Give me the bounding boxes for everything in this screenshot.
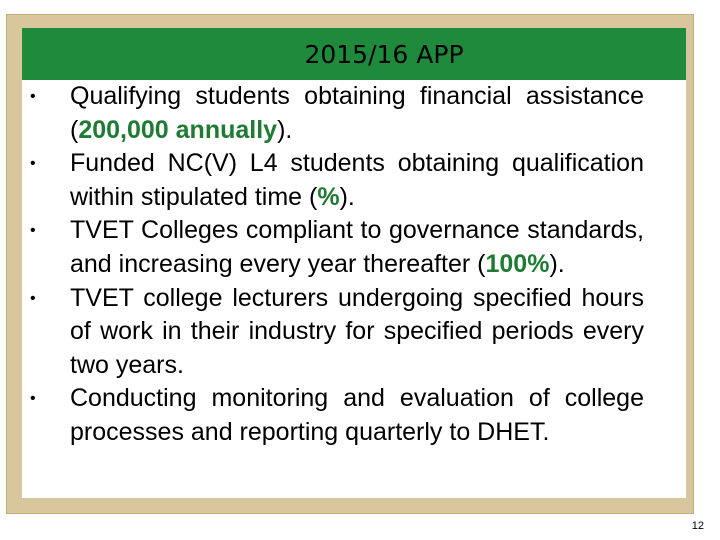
bullet-text-end: ). [339, 182, 355, 211]
page-number: 12 [691, 520, 704, 532]
slide-title: 2015/16 APP [304, 39, 464, 69]
bullet-item-monitoring [24, 382, 644, 449]
bullet-highlight: 100% [485, 249, 550, 278]
bullet-marker: • [30, 155, 36, 173]
bullet-text: Conducting monitoring and evaluation of college processes and reporting quarterly to DHET. [70, 384, 644, 446]
bullet-text: Qualifying students obtaining financial assistance ( [70, 82, 644, 144]
bullet-highlight: % [317, 182, 340, 211]
bullet-marker: • [30, 88, 36, 105]
bullet-item-governance [24, 214, 644, 281]
bullet-list [24, 80, 644, 450]
bullet-item-ncv-qualification [24, 147, 644, 214]
bullet-text-end: ). [549, 249, 565, 278]
bullet-text: Funded NC(V) L4 students obtaining qualification within stipulated time ( [70, 149, 644, 211]
bullet-marker: • [30, 222, 36, 240]
bullet-text: TVET Colleges compliant to governance standards, and increasing every year thereafter ( [70, 216, 644, 278]
bullet-item-lecturers [24, 282, 644, 383]
bullet-text: TVET college lecturers undergoing specified hours of work in their industry for specified periods every two years. [70, 283, 644, 379]
bullet-text-end: ). [277, 115, 293, 144]
title-bar [22, 28, 686, 80]
bullet-highlight: 200,000 annually [78, 115, 278, 144]
bullet-item-financial-assistance [24, 80, 644, 147]
bullet-marker: • [30, 289, 36, 307]
bullet-marker: • [30, 390, 36, 408]
